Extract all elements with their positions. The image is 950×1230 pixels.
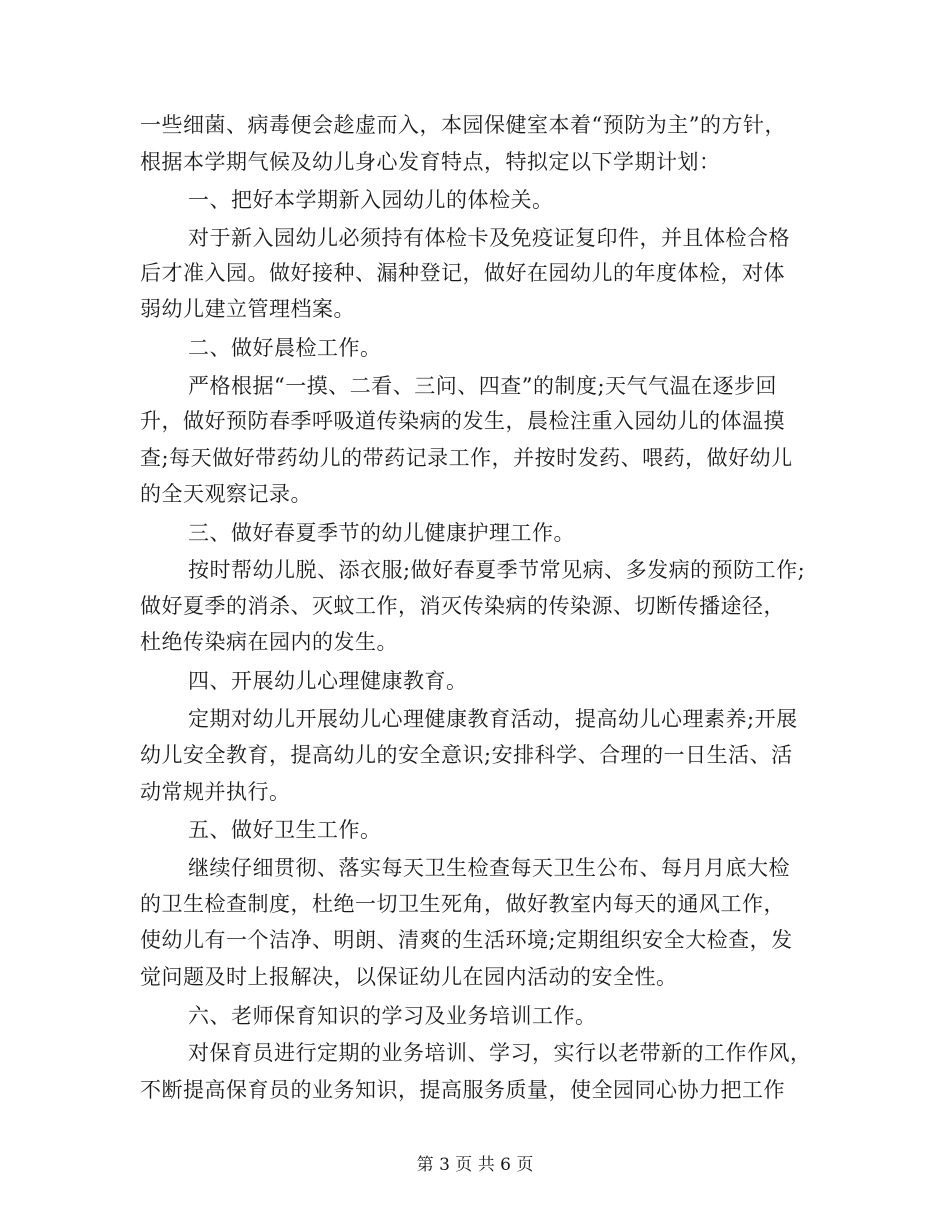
- section-heading: 三、做好春夏季节的幼儿健康护理工作。: [188, 521, 575, 545]
- section-heading: 二、做好晨检工作。: [188, 336, 382, 360]
- text-line: 幼儿安全教育，提高幼儿的安全意识;安排科学、合理的一日生活、活: [140, 743, 793, 767]
- text-line: 一些细菌、病毒便会趁虚而入，本园保健室本着“预防为主”的方针，: [140, 113, 786, 137]
- text-line: 严格根据“一摸、二看、三问、四查”的制度;天气气温在逐步回: [188, 374, 778, 398]
- text-line: 继续仔细贯彻、落实每天卫生检查每天卫生公布、每月月底大检: [188, 856, 790, 880]
- section-heading: 四、开展幼儿心理健康教育。: [188, 669, 468, 693]
- section-heading: 六、老师保育知识的学习及业务培训工作。: [188, 1004, 597, 1028]
- text-line: 动常规并执行。: [140, 780, 291, 804]
- text-line: 升，做好预防春季呼吸道传染病的发生，晨检注重入园幼儿的体温摸: [140, 409, 785, 433]
- text-line: 的卫生检查制度，杜绝一切卫生死角，做好教室内每天的通风工作，: [140, 892, 785, 916]
- text-line: 查;每天做好带药幼儿的带药记录工作，并按时发药、喂药，做好幼儿: [140, 446, 793, 470]
- text-line: 对保育员进行定期的业务培训、学习，实行以老带新的工作作风，: [188, 1041, 812, 1065]
- text-line: 定期对幼儿开展幼儿心理健康教育活动，提高幼儿心理素养;开展: [188, 707, 798, 731]
- text-line: 做好夏季的消杀、灭蚊工作，消灭传染病的传染源、切断传播途径，: [140, 594, 785, 618]
- section-heading: 一、把好本学期新入园幼儿的体检关。: [188, 188, 554, 212]
- text-line: 的全天观察记录。: [140, 482, 312, 506]
- text-line: 对于新入园幼儿必须持有体检卡及免疫证复印件，并且体检合格: [188, 226, 790, 250]
- text-line: 不断提高保育员的业务知识，提高服务质量，使全园同心协力把工作: [140, 1078, 785, 1102]
- text-line: 根据本学期气候及幼儿身心发育特点，特拟定以下学期计划：: [140, 150, 721, 174]
- text-line: 杜绝传染病在园内的发生。: [140, 630, 398, 654]
- text-line: 弱幼儿建立管理档案。: [140, 297, 355, 321]
- text-line: 后才准入园。做好接种、漏种登记，做好在园幼儿的年度体检，对体: [140, 261, 785, 285]
- text-line: 使幼儿有一个洁净、明朗、清爽的生活环境;定期组织安全大检查，发: [140, 928, 793, 952]
- page-number-footer: 第 3 页 共 6 页: [416, 1155, 534, 1175]
- text-line: 按时帮幼儿脱、添衣服;做好春夏季节常见病、多发病的预防工作;: [188, 558, 806, 582]
- text-line: 觉问题及时上报解决，以保证幼儿在园内活动的安全性。: [140, 965, 678, 989]
- section-heading: 五、做好卫生工作。: [188, 818, 382, 842]
